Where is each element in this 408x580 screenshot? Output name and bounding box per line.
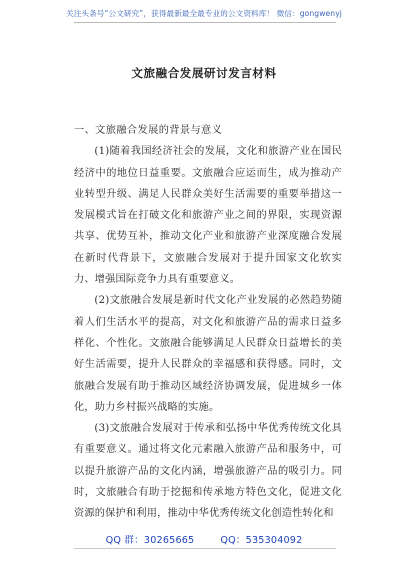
paragraph-1: (1)随着我国经济社会的发展，文化和旅游产业在国民经济中的地位日益重要。文旅融合应运而生，成为推动产业转型升级、满足人民群众美好生活需要的重要举措这一发展模式旨在打破文化和旅游产业之间的界限，实现资源共享、优势互补，推动文化产业和旅游产业深度融合发展在新时代背景下，文旅融合发展对于提升国家文化软实力、增强国际竞争力具有重要意义。 [74, 146, 342, 286]
footer-qq-number: QQ：535304092 [220, 535, 303, 546]
paragraph-3: (3)文旅融合发展对于传承和弘扬中华优秀传统文化具有重要意义。通过将文化元素融入旅游产品和服务中，可以提升旅游产品的文化内涵，增强旅游产品的吸引力。同时，文旅融合有助于挖掘和传承地方特色文化，促进文化资源的保护和利用，推动中华优秀传统文化创造性转化和 [74, 423, 342, 520]
footer-qq-group: QQ 群：30265665 [105, 535, 195, 546]
footer-contacts [0, 532, 408, 546]
document-title: 文旅融合发展研讨发言材料 [131, 66, 277, 80]
paragraph-2: (2)文旅融合发展是新时代文化产业发展的必然趋势随着人们生活水平的提高，对文化和旅游产品的需求日益多样化、个性化。文旅融合能够满足人民群众日益增长的美好生活需要，提升人民群众的幸福感和获得感。同时，文旅融合发展有助于推动区域经济协调发展，促进城乡一体化，助力乡村振兴战略的实施。 [74, 295, 342, 413]
section-heading: 一、文旅融合发展的背景与意义 [74, 125, 223, 136]
header-divider [74, 22, 336, 23]
footer-divider [74, 548, 336, 549]
document-body [74, 120, 342, 525]
header-notice: 关注头条号“公文研究”，获得最新最全最专业的公文资料库！ 微信：gongwenyj [66, 9, 342, 18]
